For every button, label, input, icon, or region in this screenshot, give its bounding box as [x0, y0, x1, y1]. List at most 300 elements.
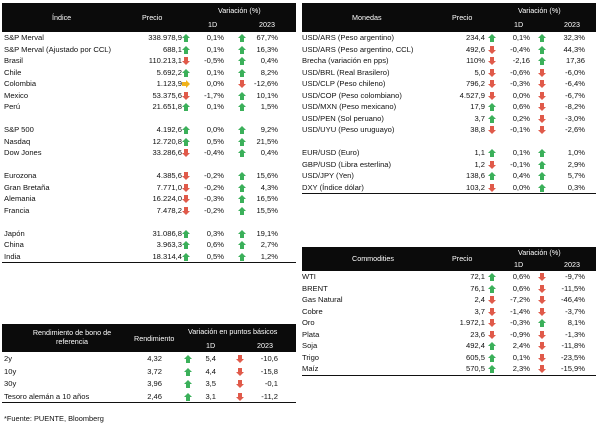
indices-2023-cell: 0,4%	[260, 148, 278, 157]
commodities-name-cell: Gas Natural	[302, 295, 343, 304]
arrow-up-icon	[184, 355, 192, 363]
arrow-down-icon	[182, 172, 190, 180]
currencies-row	[302, 147, 596, 158]
commodities-2023-cell: 8,1%	[567, 318, 585, 327]
currencies-row	[302, 170, 596, 181]
currencies-name-cell: USD/PEN (Sol peruano)	[302, 113, 384, 123]
indices-row	[2, 147, 296, 158]
indices-name-cell: Chile	[4, 67, 22, 77]
arrow-down-icon	[538, 92, 546, 100]
arrow-down-icon	[236, 380, 244, 388]
commodities-2023-cell: -11,8%	[561, 341, 585, 350]
arrow-up-icon	[182, 34, 190, 42]
currencies-1d-cell: 0,2%	[512, 113, 530, 123]
currencies-price-cell: 110%	[466, 56, 485, 65]
arrow-down-icon	[538, 126, 546, 134]
currencies-price-cell: 4.527,9	[459, 90, 485, 100]
indices-price-cell: 12.720,8	[152, 136, 182, 146]
arrow-down-icon	[238, 80, 246, 88]
commodities-row	[302, 283, 596, 294]
commodities-1d-cell: 2,4%	[512, 341, 530, 350]
indices-price-cell: 31.086,8	[152, 228, 182, 238]
arrow-up-icon	[538, 34, 546, 42]
arrow-up-icon	[488, 285, 496, 293]
currencies-2023-cell: 1,0%	[567, 148, 585, 157]
indices-price-cell: 110.213,1	[148, 56, 182, 65]
indices-col-name: Índice	[52, 13, 72, 22]
arrow-down-icon	[538, 308, 546, 316]
indices-name-cell: Japón	[4, 228, 25, 238]
currencies-2023-cell: 2,9%	[567, 159, 585, 169]
commodities-col-price: Precio	[452, 254, 473, 263]
indices-row	[2, 101, 296, 112]
arrow-down-icon	[488, 80, 496, 88]
currencies-row	[302, 101, 596, 112]
arrow-down-icon	[538, 285, 546, 293]
arrow-down-icon	[538, 69, 546, 77]
indices-1d-cell: -1,7%	[204, 90, 224, 100]
commodities-col-name: Commodities	[352, 254, 394, 263]
arrow-up-icon	[182, 230, 190, 238]
arrow-up-icon	[538, 184, 546, 192]
currencies-price-cell: 17,9	[470, 102, 485, 111]
bonds-1d-cell: 3,5	[205, 379, 216, 388]
commodities-name-cell: Soja	[302, 341, 318, 350]
arrow-right-icon	[182, 80, 190, 88]
commodities-2023-cell: -3,7%	[565, 306, 585, 316]
bonds-yield-cell: 4,32	[147, 354, 162, 363]
arrow-down-icon	[236, 368, 244, 376]
indices-1d-cell: -0,4%	[204, 148, 224, 157]
bonds-yield-cell: 3,72	[147, 366, 162, 376]
commodities-row	[302, 340, 596, 351]
indices-1d-cell: 0,1%	[206, 102, 224, 111]
indices-row	[2, 170, 296, 181]
bonds-yield-cell: 3,96	[147, 379, 162, 388]
arrow-down-icon	[488, 161, 496, 169]
bonds-name-cell: 2y	[4, 354, 13, 363]
indices-2023-cell: 19,1%	[256, 228, 278, 238]
arrow-up-icon	[184, 380, 192, 388]
arrow-down-icon	[182, 207, 190, 215]
arrow-up-icon	[538, 172, 546, 180]
commodities-row	[302, 352, 596, 363]
indices-row	[2, 193, 296, 204]
commodities-price-cell: 492,4	[465, 341, 485, 350]
arrow-up-icon	[238, 230, 246, 238]
commodities-row	[302, 306, 596, 317]
indices-name-cell: China	[4, 240, 24, 249]
bonds-col-2023: 2023	[257, 341, 273, 350]
arrow-down-icon	[488, 46, 496, 54]
currencies-name-cell: USD/ARS (Peso argentino, CCL)	[302, 44, 414, 54]
bonds-1d-cell: 3,1	[205, 391, 216, 401]
currencies-col-var: Variación (%)	[518, 6, 561, 15]
indices-1d-cell: 0,0%	[206, 125, 224, 134]
arrow-up-icon	[538, 46, 546, 54]
currencies-name-cell: Brecha (variación en pps)	[302, 56, 389, 65]
currencies-name-cell: USD/JPY (Yen)	[302, 171, 354, 180]
arrow-up-icon	[238, 149, 246, 157]
commodities-price-cell: 605,5	[465, 352, 485, 362]
indices-1d-cell: 0,6%	[206, 240, 224, 249]
commodities-1d-cell: 0,1%	[512, 352, 530, 362]
arrow-down-icon	[488, 57, 496, 65]
arrow-up-icon	[488, 354, 496, 362]
indices-1d-cell: 0,5%	[206, 136, 224, 146]
indices-name-cell: India	[4, 251, 21, 261]
indices-price-cell: 3.963,3	[156, 240, 182, 249]
currencies-price-cell: 492,6	[465, 44, 485, 54]
arrow-down-icon	[538, 354, 546, 362]
currencies-col-price: Precio	[452, 13, 473, 22]
commodities-price-cell: 1.972,1	[459, 318, 485, 327]
indices-2023-cell: 4,3%	[260, 182, 278, 192]
commodities-price-cell: 76,1	[470, 283, 485, 293]
indices-1d-cell: -0,3%	[204, 194, 224, 203]
indices-1d-cell: 0,1%	[206, 33, 224, 42]
currencies-header	[302, 3, 596, 32]
indices-row	[2, 44, 296, 55]
commodities-2023-cell: -11,5%	[561, 283, 585, 293]
currencies-name-cell: USD/MXN (Peso mexicano)	[302, 102, 397, 111]
currencies-2023-cell: -8,2%	[565, 102, 585, 111]
indices-2023-cell: 10,1%	[256, 90, 278, 100]
arrow-down-icon	[538, 342, 546, 350]
arrow-up-icon	[238, 46, 246, 54]
currencies-1d-cell: -0,3%	[510, 79, 530, 88]
commodities-2023-cell: -23,5%	[560, 352, 585, 362]
indices-name-cell: Alemania	[4, 194, 36, 203]
indices-2023-cell: 21,5%	[256, 136, 278, 146]
bonds-2023-cell: -0,1	[264, 379, 278, 388]
currencies-1d-cell: -0,6%	[510, 67, 530, 77]
bonds-row	[2, 378, 296, 389]
currencies-1d-cell: -2,16	[512, 56, 530, 65]
arrow-up-icon	[182, 126, 190, 134]
currencies-row	[302, 113, 596, 124]
indices-2023-cell: 1,2%	[260, 251, 278, 261]
commodities-1d-cell: -1,4%	[510, 306, 530, 316]
indices-1d-cell: 0,0%	[206, 79, 224, 88]
indices-1d-cell: 0,1%	[206, 67, 224, 77]
indices-2023-cell: 1,5%	[260, 102, 278, 111]
commodities-price-cell: 3,7	[474, 306, 485, 316]
indices-2023-cell: 9,2%	[260, 125, 278, 134]
arrow-up-icon	[238, 195, 246, 203]
indices-col-1d: 1D	[208, 20, 218, 29]
indices-price-cell: 53.375,6	[152, 90, 182, 100]
indices-name-cell: Gran Bretaña	[4, 182, 50, 192]
indices-name-cell: Dow Jones	[4, 148, 42, 157]
arrow-down-icon	[538, 80, 546, 88]
bonds-name-cell: Tesoro alemán a 10 años	[4, 391, 90, 401]
indices-price-cell: 5.692,2	[156, 67, 182, 77]
commodities-1d-cell: 2,3%	[512, 364, 530, 373]
indices-row	[2, 228, 296, 239]
arrow-up-icon	[538, 149, 546, 157]
commodities-name-cell: Maíz	[302, 364, 319, 373]
currencies-1d-cell: 0,1%	[512, 33, 530, 42]
bonds-2023-cell: -15,8	[260, 366, 278, 376]
arrow-down-icon	[182, 195, 190, 203]
currencies-price-cell: 1,1	[474, 148, 485, 157]
arrow-up-icon	[238, 57, 246, 65]
arrow-down-icon	[182, 149, 190, 157]
indices-price-cell: 7.478,2	[156, 205, 182, 215]
arrow-up-icon	[238, 92, 246, 100]
currencies-1d-cell: 0,0%	[512, 182, 530, 192]
indices-1d-cell: -0,5%	[204, 56, 224, 65]
commodities-name-cell: Trigo	[302, 352, 320, 362]
arrow-up-icon	[538, 161, 546, 169]
currencies-col-2023: 2023	[564, 20, 580, 29]
currencies-price-cell: 103,2	[465, 182, 485, 192]
commodities-price-cell: 23,6	[470, 329, 485, 339]
currencies-price-cell: 138,6	[465, 171, 485, 180]
currencies-2023-cell: -6,7%	[565, 90, 585, 100]
indices-name-cell: Colombia	[4, 79, 37, 88]
currencies-price-cell: 796,2	[465, 79, 485, 88]
commodities-name-cell: BRENT	[302, 283, 328, 293]
arrow-up-icon	[238, 172, 246, 180]
commodities-2023-cell: -15,9%	[560, 364, 585, 373]
arrow-up-icon	[238, 126, 246, 134]
indices-header	[2, 3, 296, 32]
indices-price-cell: 688,1	[162, 44, 182, 54]
commodities-header	[302, 247, 596, 271]
indices-price-cell: 338.978,9	[148, 33, 182, 42]
currencies-row	[302, 78, 596, 89]
arrow-up-icon	[238, 34, 246, 42]
currencies-row	[302, 159, 596, 170]
arrow-up-icon	[238, 253, 246, 261]
arrow-up-icon	[182, 69, 190, 77]
arrow-up-icon	[238, 241, 246, 249]
arrow-down-icon	[182, 92, 190, 100]
currencies-1d-cell: 0,0%	[512, 90, 530, 100]
arrow-up-icon	[184, 368, 192, 376]
indices-name-cell: S&P Merval (Ajustado por CCL)	[4, 44, 112, 54]
commodities-name-cell: Plata	[302, 329, 320, 339]
indices-2023-cell: -12,6%	[253, 79, 278, 88]
arrow-down-icon	[488, 331, 496, 339]
commodities-row	[302, 271, 596, 282]
indices-price-cell: 18.314,4	[152, 251, 182, 261]
indices-row	[2, 182, 296, 193]
currencies-2023-cell: -3,0%	[565, 113, 585, 123]
bonds-row	[2, 366, 296, 377]
currencies-row	[302, 67, 596, 78]
arrow-down-icon	[488, 69, 496, 77]
indices-1d-cell: 0,5%	[206, 251, 224, 261]
currencies-name-cell: EUR/USD (Euro)	[302, 148, 360, 157]
indices-name-cell: S&P 500	[4, 125, 34, 134]
indices-price-cell: 16.224,0	[152, 194, 182, 203]
indices-row	[2, 32, 296, 43]
arrow-up-icon	[182, 253, 190, 261]
arrow-up-icon	[488, 103, 496, 111]
arrow-down-icon	[538, 331, 546, 339]
currencies-2023-cell: -6,0%	[565, 67, 585, 77]
arrow-down-icon	[488, 92, 496, 100]
commodities-price-cell: 72,1	[470, 272, 485, 281]
currencies-price-cell: 1,2	[474, 159, 485, 169]
indices-1d-cell: -0,2%	[204, 171, 224, 180]
indices-row	[2, 78, 296, 89]
arrow-down-icon	[236, 355, 244, 363]
indices-1d-cell: -0,2%	[204, 205, 224, 215]
commodities-1d-cell: -7,2%	[510, 295, 530, 304]
table-rule	[302, 375, 596, 376]
indices-2023-cell: 8,2%	[260, 67, 278, 77]
arrow-up-icon	[488, 115, 496, 123]
arrow-down-icon	[488, 126, 496, 134]
indices-row	[2, 67, 296, 78]
arrow-up-icon	[238, 103, 246, 111]
indices-price-cell: 7.771,0	[156, 182, 182, 192]
arrow-down-icon	[488, 319, 496, 327]
arrow-down-icon	[538, 296, 546, 304]
commodities-2023-cell: -1,3%	[565, 329, 585, 339]
arrow-up-icon	[488, 365, 496, 373]
currencies-row	[302, 44, 596, 55]
arrow-up-icon	[538, 319, 546, 327]
currencies-price-cell: 234,4	[465, 33, 485, 42]
indices-price-cell: 21.651,8	[152, 102, 182, 111]
indices-price-cell: 33.286,6	[152, 148, 182, 157]
indices-2023-cell: 15,6%	[256, 171, 278, 180]
currencies-col-1d: 1D	[514, 20, 524, 29]
arrow-up-icon	[238, 207, 246, 215]
currencies-name-cell: GBP/USD (Libra esterlina)	[302, 159, 392, 169]
indices-col-var: Variación (%)	[218, 6, 261, 15]
currencies-price-cell: 3,7	[474, 113, 485, 123]
arrow-up-icon	[488, 149, 496, 157]
indices-name-cell: Eurozona	[4, 171, 37, 180]
indices-name-cell: Nasdaq	[4, 136, 31, 146]
bonds-row	[2, 391, 296, 402]
bonds-yield-cell: 2,46	[147, 391, 162, 401]
arrow-up-icon	[238, 184, 246, 192]
arrow-up-icon	[488, 342, 496, 350]
arrow-down-icon	[488, 308, 496, 316]
bonds-header	[2, 324, 296, 352]
table-rule	[2, 402, 296, 403]
indices-row	[2, 90, 296, 101]
indices-price-cell: 4.192,6	[156, 125, 182, 134]
arrow-up-icon	[182, 103, 190, 111]
arrow-down-icon	[182, 57, 190, 65]
indices-name-cell: S&P Merval	[4, 33, 44, 42]
indices-name-cell: Brasil	[4, 56, 23, 65]
currencies-row	[302, 32, 596, 43]
currencies-name-cell: USD/COP (Peso colombiano)	[302, 90, 402, 100]
bonds-name-cell: 30y	[4, 379, 17, 388]
arrow-up-icon	[184, 393, 192, 401]
indices-2023-cell: 2,7%	[260, 240, 278, 249]
currencies-name-cell: DXY (Índice dólar)	[302, 182, 364, 192]
commodities-price-cell: 570,5	[465, 364, 485, 373]
arrow-up-icon	[182, 241, 190, 249]
currencies-1d-cell: -0,4%	[510, 44, 530, 54]
currencies-row	[302, 124, 596, 135]
currencies-2023-cell: -2,6%	[565, 125, 585, 134]
table-rule	[2, 262, 296, 263]
bonds-1d-cell: 4,4	[205, 366, 216, 376]
currencies-2023-cell: 32,3%	[563, 33, 585, 42]
currencies-2023-cell: 5,7%	[567, 171, 585, 180]
commodities-col-2023: 2023	[564, 260, 580, 269]
indices-price-cell: 4.385,6	[156, 171, 182, 180]
indices-name-cell: Francia	[4, 205, 30, 215]
indices-row	[2, 55, 296, 66]
indices-col-2023: 2023	[259, 20, 275, 29]
indices-1d-cell: 0,1%	[206, 44, 224, 54]
indices-2023-cell: 16,3%	[256, 44, 278, 54]
indices-1d-cell: -0,2%	[204, 182, 224, 192]
arrow-up-icon	[238, 138, 246, 146]
commodities-1d-cell: 0,6%	[512, 272, 530, 281]
arrow-down-icon	[538, 103, 546, 111]
currencies-name-cell: USD/BRL (Real Brasilero)	[302, 67, 390, 77]
bonds-1d-cell: 5,4	[205, 354, 216, 363]
footer-source: *Fuente: PUENTE, Bloomberg	[4, 414, 104, 423]
bonds-name-cell: 10y	[4, 366, 17, 376]
indices-row	[2, 239, 296, 250]
bonds-col-yield: Rendimiento	[134, 334, 175, 343]
commodities-price-cell: 2,4	[474, 295, 485, 304]
indices-2023-cell: 16,5%	[256, 194, 278, 203]
currencies-1d-cell: 0,1%	[512, 148, 530, 157]
arrow-up-icon	[538, 57, 546, 65]
arrow-down-icon	[488, 296, 496, 304]
indices-1d-cell: 0,3%	[206, 228, 224, 238]
commodities-row	[302, 363, 596, 374]
bonds-col-var: Variación en puntos básicos	[188, 327, 278, 336]
commodities-1d-cell: -0,3%	[510, 318, 530, 327]
arrow-down-icon	[182, 184, 190, 192]
indices-price-cell: 1.123,9	[156, 79, 182, 88]
arrow-up-icon	[238, 69, 246, 77]
indices-2023-cell: 15,5%	[256, 205, 278, 215]
arrow-down-icon	[538, 115, 546, 123]
currencies-2023-cell: 0,3%	[567, 182, 585, 192]
currencies-row	[302, 90, 596, 101]
currencies-row	[302, 182, 596, 193]
commodities-1d-cell: 0,6%	[512, 283, 530, 293]
arrow-down-icon	[538, 365, 546, 373]
currencies-name-cell: USD/UYU (Peso uruguayo)	[302, 125, 395, 134]
currencies-1d-cell: -0,1%	[510, 159, 530, 169]
bonds-2023-cell: -10,6	[260, 354, 278, 363]
arrow-down-icon	[236, 393, 244, 401]
indices-2023-cell: 0,4%	[260, 56, 278, 65]
commodities-name-cell: Cobre	[302, 306, 323, 316]
currencies-2023-cell: 44,3%	[563, 44, 585, 54]
bonds-row	[2, 353, 296, 364]
commodities-row	[302, 294, 596, 305]
bonds-col-name: Rendimiento de bono de referencia	[32, 328, 112, 346]
indices-2023-cell: 67,7%	[256, 33, 278, 42]
commodities-2023-cell: -46,4%	[560, 295, 585, 304]
commodities-1d-cell: -0,9%	[510, 329, 530, 339]
bonds-col-1d: 1D	[206, 341, 216, 350]
arrow-down-icon	[488, 184, 496, 192]
commodities-col-1d: 1D	[514, 260, 524, 269]
currencies-1d-cell: -0,1%	[510, 125, 530, 134]
indices-col-price: Precio	[142, 13, 163, 22]
